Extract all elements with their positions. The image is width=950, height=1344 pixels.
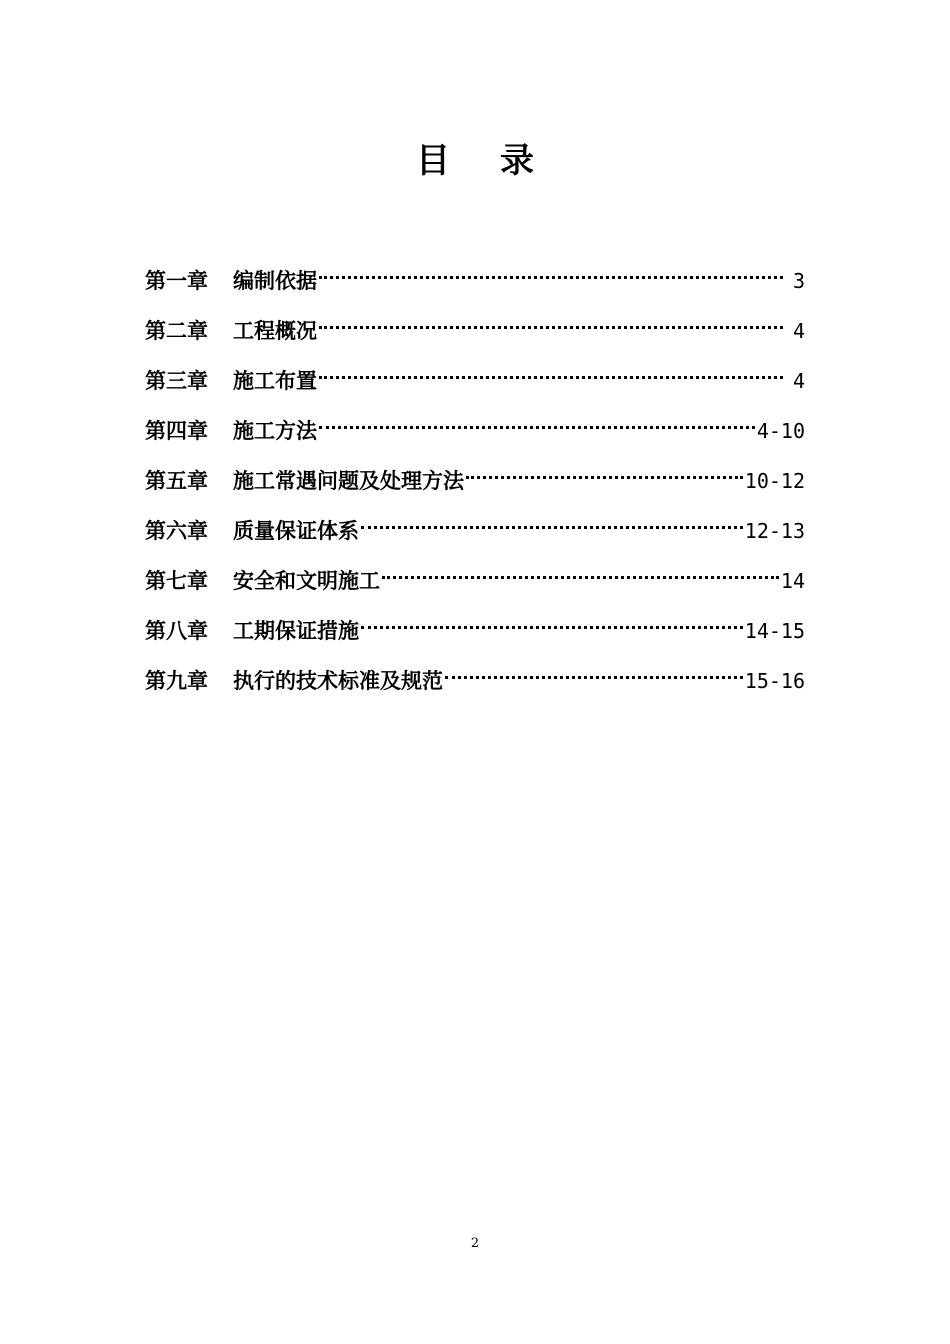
toc-entry-title: 安全和文明施工	[233, 569, 380, 593]
toc-page-number: 4	[792, 319, 805, 343]
dot-leader	[445, 652, 743, 688]
toc-chapter-label: 第一章	[145, 269, 208, 293]
toc-entry-title: 施工方法	[233, 419, 317, 443]
toc-page-number: 12-13	[744, 519, 805, 543]
dot-leader	[319, 252, 783, 288]
toc-entry[interactable]	[145, 602, 805, 652]
toc-chapter-label: 第五章	[145, 469, 208, 493]
dot-leader	[319, 402, 755, 438]
toc-page-number: 14-15	[744, 619, 805, 643]
toc-entry-title: 质量保证体系	[233, 519, 359, 543]
toc-entry[interactable]	[145, 452, 805, 502]
table-of-contents	[145, 252, 805, 702]
toc-entry-title: 工程概况	[233, 319, 317, 343]
page-number: 2	[470, 1236, 480, 1251]
toc-page-number: 4-10	[756, 419, 805, 443]
toc-entry-title: 施工布置	[233, 369, 317, 393]
toc-entry[interactable]	[145, 252, 805, 302]
dot-leader	[382, 552, 779, 588]
dot-leader	[319, 352, 783, 388]
toc-page-number: 15-16	[744, 669, 805, 693]
dot-leader	[319, 302, 783, 338]
toc-entry-title: 工期保证措施	[233, 619, 359, 643]
toc-entry[interactable]	[145, 652, 805, 702]
toc-chapter-label: 第四章	[145, 419, 208, 443]
toc-chapter-label: 第二章	[145, 319, 208, 343]
toc-page-number: 4	[792, 369, 805, 393]
toc-page-number: 10-12	[744, 469, 805, 493]
toc-entry[interactable]	[145, 302, 805, 352]
toc-chapter-label: 第三章	[145, 369, 208, 393]
toc-entry-title: 施工常遇问题及处理方法	[233, 469, 464, 493]
toc-entry[interactable]	[145, 352, 805, 402]
toc-entry[interactable]	[145, 502, 805, 552]
toc-chapter-label: 第六章	[145, 519, 208, 543]
toc-chapter-label: 第九章	[145, 669, 208, 693]
dot-leader	[466, 452, 743, 488]
toc-page-number: 14	[780, 569, 805, 593]
dot-leader	[361, 602, 743, 638]
dot-leader	[361, 502, 743, 538]
toc-chapter-label: 第七章	[145, 569, 208, 593]
toc-page-number: 3	[792, 269, 805, 293]
toc-title: 目录	[416, 141, 584, 181]
toc-chapter-label: 第八章	[145, 619, 208, 643]
toc-entry[interactable]	[145, 402, 805, 452]
toc-entry[interactable]	[145, 552, 805, 602]
toc-entry-title: 编制依据	[233, 269, 317, 293]
toc-entry-title: 执行的技术标准及规范	[233, 669, 443, 693]
